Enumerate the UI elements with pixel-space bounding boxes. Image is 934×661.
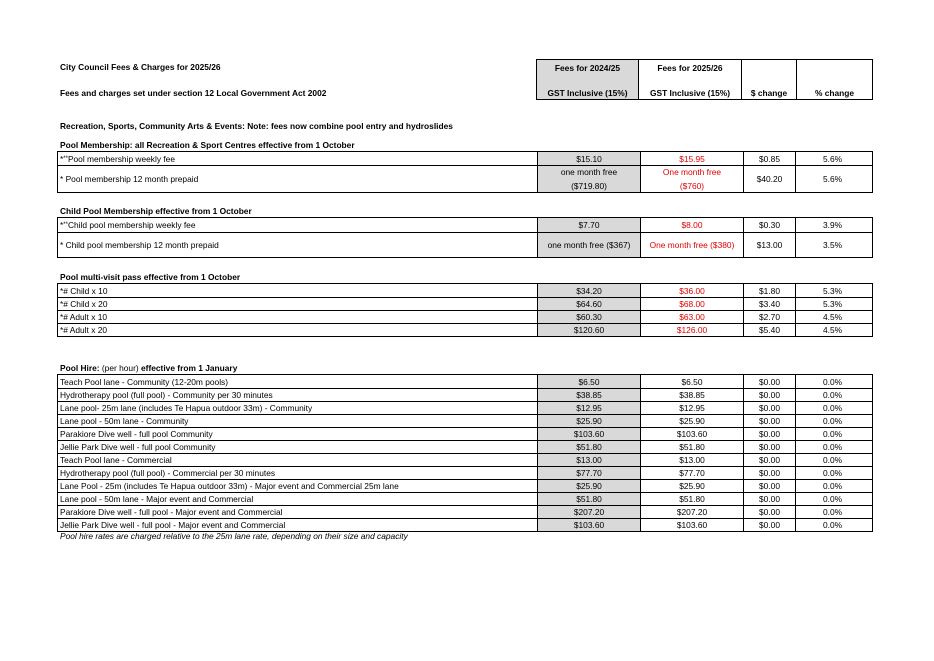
row-label: Lane Pool - 25m (includes Te Hapua outdoor 33m) - Major event and Commercial 25m lane [60,481,399,491]
table-row [58,323,872,336]
row-label: * Child pool membership 12 month prepaid [60,240,219,250]
fee-old: $25.90 [537,415,640,427]
page-title: City Council Fees & Charges for 2025/26 [60,62,221,72]
intro-note: Recreation, Sports, Community Arts & Events: Note: fees now combine pool entry and hydroslides [60,121,453,131]
fee-change: $0.00 [743,480,795,492]
table-row [58,479,872,492]
fee-change: $0.00 [743,519,795,531]
header-pct [796,59,873,100]
fee-change: $13.00 [743,233,795,257]
row-text: Pool membership weekly fee [67,153,176,164]
table-row [58,453,872,466]
fee-old: $34.20 [537,284,640,297]
table-row [58,218,872,232]
fee-pct: 5.6% [795,166,869,192]
table-row [58,492,872,505]
table-row [58,440,872,453]
fee-old: $13.00 [537,454,640,466]
fee-old: $77.70 [537,467,640,479]
section-title-membership: Pool Membership: all Recreation & Sport Centres effective from 1 October [60,140,355,150]
row-label: Hydrotherapy pool (full pool) - Community per 30 minutes [60,390,273,400]
fee-change: $0.00 [743,493,795,505]
fee-change: $0.00 [743,467,795,479]
row-label: * Pool membership 12 month prepaid [60,174,199,184]
hire-title-bold: Pool Hire: [60,363,100,373]
fee-new: $6.50 [640,375,743,388]
row-label: Lane pool - 50m lane - Major event and Commercial [60,494,254,504]
fee-change: $0.00 [743,454,795,466]
fee-old [537,166,640,192]
fee-pct: 4.5% [795,311,869,323]
table-row [58,310,872,323]
fee-change: $0.00 [743,375,795,388]
fee-old-line1: one month free [560,167,618,177]
fee-old: $51.80 [537,493,640,505]
fee-pct: 0.0% [795,428,869,440]
fee-new: $25.90 [640,480,743,492]
fee-old-line2: ($719.80) [571,181,607,191]
table-row [58,401,872,414]
fee-pct: 5.3% [795,284,869,297]
fee-change: $0.85 [743,152,795,165]
row-label: Parakiore Dive well - full pool Community [60,429,213,439]
row-prefix: * [60,153,64,164]
table-row [58,505,872,518]
fee-new: $63.00 [640,311,743,323]
fee-new: $68.00 [640,298,743,310]
row-label: * ** Child pool membership weekly fee [60,220,196,230]
fee-pct: 3.9% [795,218,869,232]
hire-footnote: Pool hire rates are charged relative to the 25m lane rate, depending on their size and capacity [60,531,408,541]
fee-pct: 0.0% [795,454,869,466]
header-new-top: Fees for 2025/26 [657,63,723,73]
fee-pct: 3.5% [795,233,869,257]
row-label: Teach Pool lane - Community (12-20m pools) [60,376,229,387]
fee-new: $51.80 [640,441,743,453]
fee-new: $77.70 [640,467,743,479]
fee-pct: 5.6% [795,152,869,165]
fee-old: $207.20 [537,506,640,518]
fee-pct: 0.0% [795,375,869,388]
fee-new: $15.95 [640,152,743,165]
fee-pct: 4.5% [795,324,869,336]
fee-new-line2: ($760) [679,181,705,191]
row-label: Hydrotherapy pool (full pool) - Commercial per 30 minutes [60,468,276,478]
row-label: Parakiore Dive well - full pool - Major event and Commercial [60,507,283,517]
table-row [58,427,872,440]
fee-change: $0.00 [743,428,795,440]
fee-change: $0.00 [743,402,795,414]
page-subtitle: Fees and charges set under section 12 Local Government Act 2002 [60,88,327,98]
header-change [741,59,797,100]
row-label: Lane pool - 50m lane - Community [60,416,189,426]
fee-change: $3.40 [743,298,795,310]
fee-new: $103.60 [640,519,743,531]
fee-old: $103.60 [537,519,640,531]
row-label: * ** Pool membership weekly fee [60,153,176,164]
fee-old: $38.85 [537,389,640,401]
row-label: *# Child x 20 [60,299,108,309]
section-title-multivisit: Pool multi-visit pass effective from 1 October [60,272,241,282]
fee-change: $0.30 [743,218,795,232]
table-row [58,388,872,401]
fee-change: $40.20 [743,166,795,192]
section-title-hire [60,363,237,373]
fee-pct: 0.0% [795,402,869,414]
table-child [57,217,873,258]
fee-new: $8.00 [640,218,743,232]
header-old-top: Fees for 2024/25 [554,63,621,73]
table-row [58,518,872,531]
fee-new: $12.95 [640,402,743,414]
fee-pct: 0.0% [795,506,869,518]
header-new-fees [638,59,742,100]
fee-new-line1: One month free [662,167,722,177]
table-hire [57,374,873,532]
table-row [58,152,872,165]
fee-pct: 0.0% [795,389,869,401]
fee-change: $0.00 [743,415,795,427]
table-row [58,232,872,257]
fee-pct: 0.0% [795,415,869,427]
header-old-fees [536,59,639,100]
fee-old: $25.90 [537,480,640,492]
fee-new: $36.00 [640,284,743,297]
row-label: Jellie Park Dive well - full pool - Major event and Commercial [60,520,286,530]
header-pct-label: % change [814,88,855,98]
header-new-bottom: GST Inclusive (15%) [649,88,731,98]
fee-pct: 0.0% [795,467,869,479]
table-row [58,466,872,479]
fee-old: $103.60 [537,428,640,440]
row-label: Teach Pool lane - Commercial [60,455,172,465]
table-membership [57,151,873,193]
fee-new: $25.90 [640,415,743,427]
fee-pct: 0.0% [795,441,869,453]
fee-new: $51.80 [640,493,743,505]
fee-pct: 0.0% [795,480,869,492]
table-row [58,414,872,427]
fee-change: $5.40 [743,324,795,336]
fee-change: $0.00 [743,506,795,518]
fee-old: $7.70 [537,218,640,232]
fee-new: One month free ($380) [640,233,743,257]
fee-change: $2.70 [743,311,795,323]
row-label: Jellie Park Dive well - full pool Community [60,442,216,452]
fee-new: $38.85 [640,389,743,401]
fee-old: $64.60 [537,298,640,310]
fee-old: $60.30 [537,311,640,323]
fee-new: $103.60 [640,428,743,440]
row-prefix: * [60,220,64,230]
table-row [58,375,872,388]
fee-old: $12.95 [537,402,640,414]
table-multivisit [57,283,873,337]
fee-change: $0.00 [743,389,795,401]
fee-old: $51.80 [537,441,640,453]
table-row [58,284,872,297]
row-label: *# Adult x 10 [60,312,108,322]
fee-pct: 0.0% [795,493,869,505]
fee-pct: 5.3% [795,298,869,310]
fee-old: $120.60 [537,324,640,336]
fee-new: $13.00 [640,454,743,466]
table-row [58,165,872,192]
row-text: Child pool membership weekly fee [67,220,196,230]
fee-old: $6.50 [537,375,640,388]
hire-title-rest: effective from 1 January [141,363,238,373]
fee-change: $1.80 [743,284,795,297]
fee-new: $126.00 [640,324,743,336]
row-label: *# Child x 10 [60,285,108,296]
section-title-child: Child Pool Membership effective from 1 October [60,206,252,216]
header-change-label: $ change [750,88,788,98]
row-label: *# Adult x 20 [60,325,108,335]
header-old-bottom: GST Inclusive (15%) [547,88,628,98]
fee-old: one month free ($367) [537,233,640,257]
fee-change: $0.00 [743,441,795,453]
row-label: Lane pool- 25m lane (includes Te Hapua outdoor 33m) - Community [60,403,313,413]
fee-old: $15.10 [537,152,640,165]
hire-title-normal: (per hour) [99,363,141,373]
fee-new [640,166,743,192]
fee-pct: 0.0% [795,519,869,531]
table-row [58,297,872,310]
fee-new: $207.20 [640,506,743,518]
